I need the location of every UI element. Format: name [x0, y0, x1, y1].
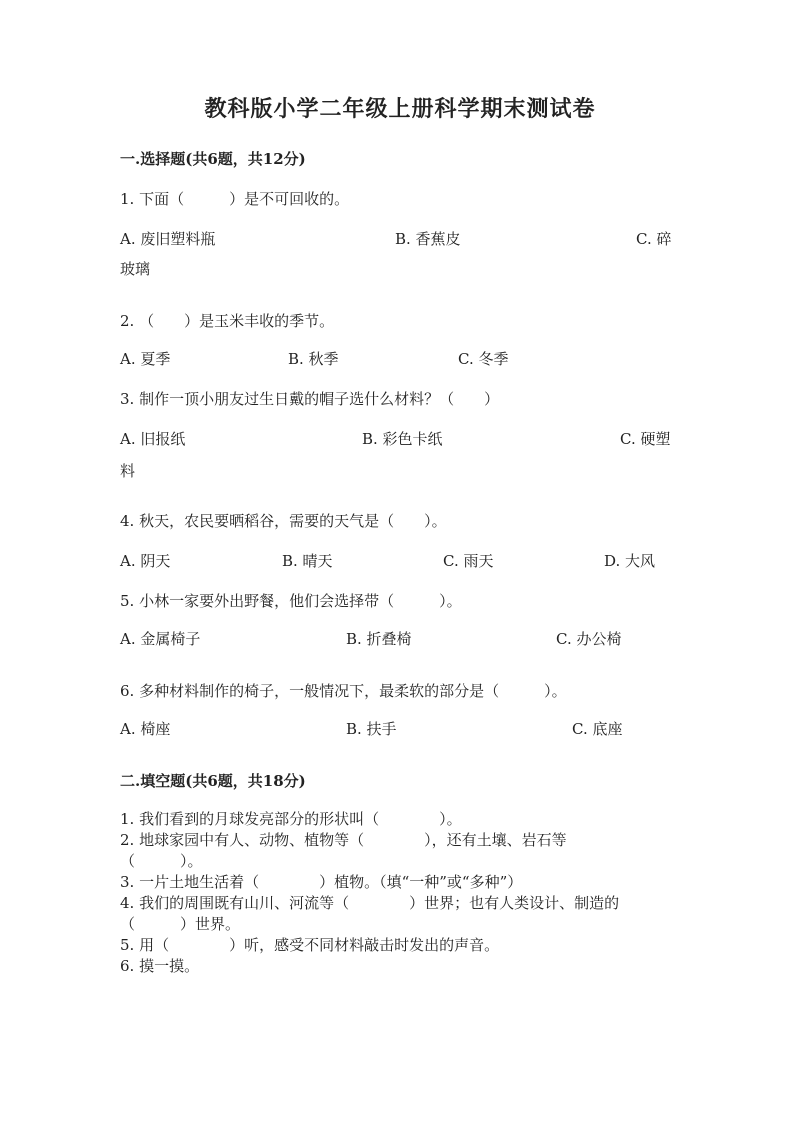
fill-line-3: （ ）。 [120, 852, 203, 870]
option-4d: D. 大风 [604, 552, 656, 570]
fill-line-5: 4. 我们的周围既有山川、河流等（ ）世界；也有人类设计、制造的 [120, 894, 620, 912]
fill-line-2: 2. 地球家园中有人、动物、植物等（ ），还有土壤、岩石等 [120, 831, 567, 849]
option-1c: C. 碎 [636, 230, 672, 248]
option-2c: C. 冬季 [458, 350, 509, 368]
option-1c-wrap: 玻璃 [120, 260, 151, 278]
fill-line-4: 3. 一片土地生活着（ ）植物。（填“一种”或“多种”） [120, 873, 523, 891]
option-5a: A. 金属椅子 [120, 630, 201, 648]
option-1b: B. 香蕉皮 [395, 230, 461, 248]
option-2b: B. 秋季 [288, 350, 339, 368]
option-5c: C. 办公椅 [556, 630, 622, 648]
option-3b: B. 彩色卡纸 [362, 430, 443, 448]
question-3: 3. 制作一顶小朋友过生日戴的帽子选什么材料？（ ） [120, 390, 500, 408]
fill-line-6: （ ）世界。 [120, 915, 241, 933]
option-5b: B. 折叠椅 [346, 630, 412, 648]
option-6a: A. 椅座 [120, 720, 171, 738]
question-1: 1. 下面（ ）是不可回收的。 [120, 190, 350, 208]
option-2a: A. 夏季 [120, 350, 171, 368]
option-3a: A. 旧报纸 [120, 430, 186, 448]
fill-line-8: 6. 摸一摸。 [120, 957, 200, 975]
question-2: 2. （ ）是玉米丰收的季节。 [120, 312, 335, 330]
question-6: 6. 多种材料制作的椅子，一般情况下，最柔软的部分是（ ）。 [120, 682, 567, 700]
section-heading-fill: 二.填空题(共6题，共18分) [120, 772, 306, 790]
option-4b: B. 晴天 [282, 552, 333, 570]
section-heading-choice: 一.选择题(共6题，共12分) [120, 150, 306, 168]
option-4a: A. 阴天 [120, 552, 171, 570]
question-4: 4. 秋天，农民要晒稻谷，需要的天气是（ ）。 [120, 512, 447, 530]
option-1a: A. 废旧塑料瓶 [120, 230, 216, 248]
question-5: 5. 小林一家要外出野餐，他们会选择带（ ）。 [120, 592, 462, 610]
option-6c: C. 底座 [572, 720, 623, 738]
page-title: 教科版小学二年级上册科学期末测试卷 [204, 96, 596, 122]
option-4c: C. 雨天 [443, 552, 494, 570]
option-6b: B. 扶手 [346, 720, 397, 738]
fill-line-1: 1. 我们看到的月球发亮部分的形状叫（ ）。 [120, 810, 462, 828]
option-3c-wrap: 料 [120, 462, 136, 480]
option-3c: C. 硬塑 [620, 430, 671, 448]
fill-line-7: 5. 用（ ）听，感受不同材料敲击时发出的声音。 [120, 936, 500, 954]
